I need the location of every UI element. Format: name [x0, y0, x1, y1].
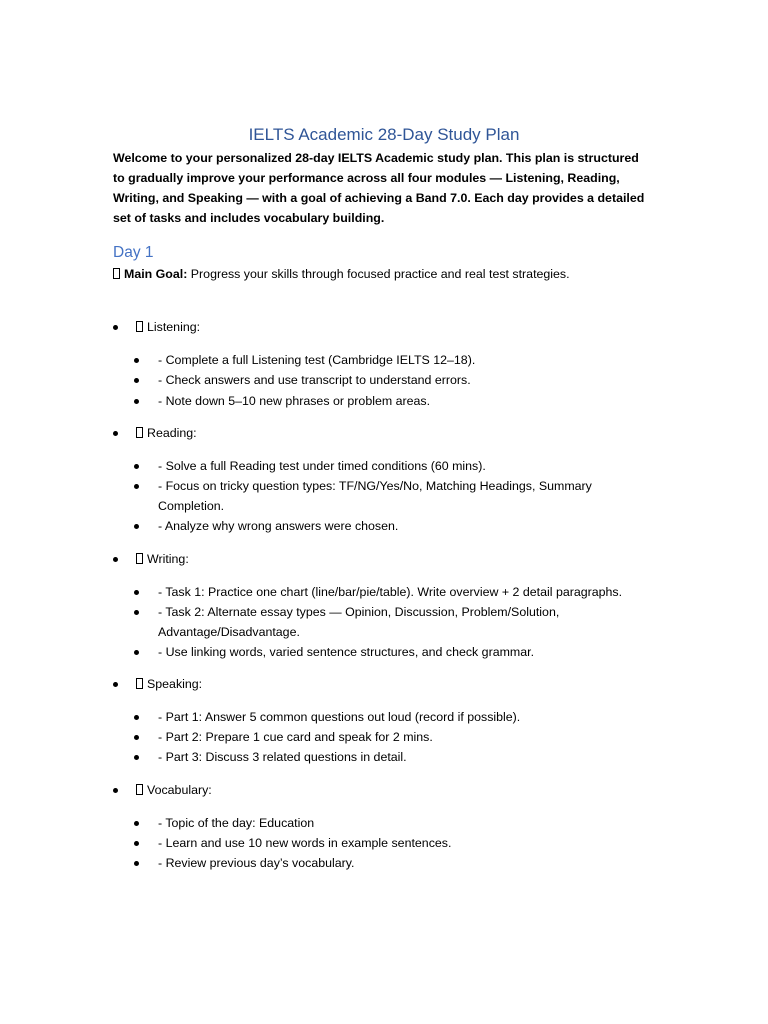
task-text: - Part 1: Answer 5 common questions out loud (record if possible). [158, 710, 521, 724]
task-item [134, 516, 634, 536]
task-item [134, 370, 634, 390]
bullet-icon [134, 610, 139, 615]
task-text: - Topic of the day: Education [158, 816, 315, 830]
missing-glyph-icon [136, 321, 143, 332]
section-label: Vocabulary: [147, 783, 212, 797]
bullet-icon [113, 431, 118, 436]
task-text: - Analyze why wrong answers were chosen. [158, 519, 399, 533]
main-goal-label: Main Goal: [124, 267, 188, 281]
task-item [134, 747, 634, 767]
section-label: Speaking: [147, 677, 203, 691]
task-item [134, 813, 634, 833]
bullet-icon [134, 358, 139, 363]
task-text: - Note down 5–10 new phrases or problem areas. [158, 394, 431, 408]
task-item [134, 707, 634, 727]
task-text: - Part 3: Discuss 3 related questions in detail. [158, 750, 407, 764]
missing-glyph-icon [136, 553, 143, 564]
bullet-icon [113, 682, 118, 687]
task-item [134, 582, 654, 602]
bullet-icon [134, 861, 139, 866]
intro-paragraph: Welcome to your personalized 28-day IELTS Academic study plan. This plan is structured to gradually improve your performance across all four modules — Listening, Reading, Writing, and Speaking — with a goal of achieving a Band 7.0. Each day provides a detailed set of tasks and includes vocabulary building. [113, 151, 645, 225]
bullet-icon [134, 378, 139, 383]
section-label: Reading: [147, 426, 197, 440]
bullet-icon [134, 484, 139, 489]
task-item [134, 391, 634, 411]
main-goal-line [113, 264, 570, 284]
task-text: - Check answers and use transcript to understand errors. [158, 373, 471, 387]
task-text: - Review previous day’s vocabulary. [158, 856, 355, 870]
section-label: Listening: [147, 320, 201, 334]
bullet-icon [134, 650, 139, 655]
missing-glyph-icon [113, 268, 120, 279]
bullet-icon [134, 715, 139, 720]
missing-glyph-icon [136, 427, 143, 438]
task-text: - Complete a full Listening test (Cambridge IELTS 12–18). [158, 353, 476, 367]
main-goal-text: Progress your skills through focused practice and real test strategies. [187, 267, 570, 281]
task-text: - Use linking words, varied sentence structures, and check grammar. [158, 645, 535, 659]
missing-glyph-icon [136, 678, 143, 689]
bullet-icon [134, 399, 139, 404]
task-text: - Learn and use 10 new words in example sentences. [158, 836, 452, 850]
bullet-icon [134, 821, 139, 826]
task-text: - Focus on tricky question types: TF/NG/Yes/No, Matching Headings, Summary Completion. [158, 479, 592, 513]
day-heading: Day 1 [113, 244, 154, 261]
task-item [134, 727, 634, 747]
bullet-icon [134, 590, 139, 595]
bullet-icon [134, 735, 139, 740]
document-title: IELTS Academic 28-Day Study Plan [248, 125, 520, 144]
task-item [134, 602, 584, 642]
task-item [134, 853, 634, 873]
missing-glyph-icon [136, 784, 143, 795]
bullet-icon [134, 841, 139, 846]
bullet-icon [134, 464, 139, 469]
task-text: - Solve a full Reading test under timed conditions (60 mins). [158, 459, 486, 473]
task-text: - Part 2: Prepare 1 cue card and speak for 2 mins. [158, 730, 433, 744]
task-text: - Task 1: Practice one chart (line/bar/pie/table). Write overview + 2 detail paragraphs. [158, 585, 623, 599]
bullet-icon [134, 755, 139, 760]
bullet-icon [113, 557, 118, 562]
task-item [134, 350, 634, 370]
bullet-icon [113, 788, 118, 793]
bullet-icon [134, 524, 139, 529]
bullet-icon [113, 325, 118, 330]
task-item [134, 456, 634, 476]
task-item [134, 642, 634, 662]
task-text: - Task 2: Alternate essay types — Opinion, Discussion, Problem/Solution, Advantage/Disadvantage. [158, 605, 560, 639]
section-label: Writing: [147, 552, 189, 566]
task-item [134, 476, 614, 516]
task-item [134, 833, 634, 853]
